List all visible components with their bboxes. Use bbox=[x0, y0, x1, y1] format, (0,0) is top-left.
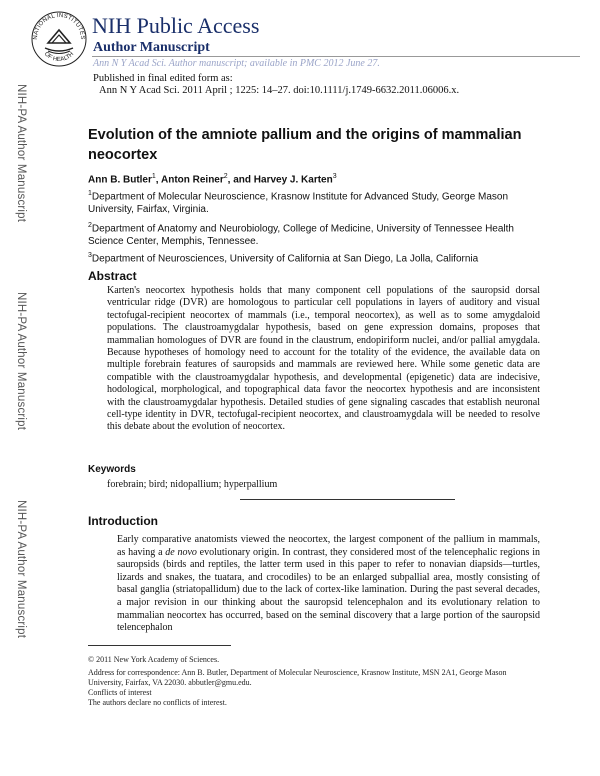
author-list bbox=[88, 173, 337, 185]
sidebar-label-manuscript: NIH-PA Author Manuscript bbox=[15, 500, 27, 639]
affiliation-text: Department of Anatomy and Neurobiology, College of Medicine, University of Tennessee Health Science Center, Memphis, Tennessee. bbox=[88, 223, 514, 248]
author-name: Ann B. Butler bbox=[88, 174, 152, 186]
header-title: NIH Public Access bbox=[92, 13, 260, 38]
publication-citation: Ann N Y Acad Sci. 2011 April ; 1225: 14–27. doi:10.1111/j.1749-6632.2011.06006.x. bbox=[99, 85, 460, 96]
introduction-text bbox=[117, 534, 540, 635]
footnote-divider bbox=[88, 645, 231, 646]
intro-text-part: evolutionary origin. In contrast, they considered most of the telencephalic regions in sauropsids (birds and reptiles, the latter term used in this paper to refer to nonavian diapsids—turtles, lizards and snakes, the tuatara, and crocodiles) to be an enlarged subpallial area, mostly consisting of basal ganglia (striatopallidum) due to the lack of cortex-like lamination. During the past several decades, a major revision in our thinking about the sauropsid telencephalon and its evolutionary relation to mammalian neocortex has occurred, based on the seminal discovery that a large portion of the sauropsid telencephalon bbox=[117, 546, 540, 634]
affiliation bbox=[88, 219, 533, 248]
logo-text-top: NATIONAL INSTITUTES bbox=[32, 12, 86, 40]
affiliation-text: Department of Neurosciences, University of California at San Diego, La Jolla, California bbox=[91, 253, 479, 265]
correspondence-note: Address for correspondence: Ann B. Butler, Department of Molecular Neuroscience, Krasnow Institute, MSN 2A1, George Mason University, Fairfax, VA 22030. abbutler@gmu.edu. bbox=[88, 668, 507, 687]
author-name: Anton Reiner bbox=[160, 174, 224, 186]
affiliation bbox=[88, 249, 533, 265]
affiliation-text: Department of Molecular Neuroscience, Krasnow Institute for Advanced Study, George Mason University, Fairfax, Virginia. bbox=[88, 191, 509, 216]
header-divider bbox=[92, 56, 580, 57]
author-superscript: 1 bbox=[151, 173, 156, 180]
publication-label: Published in final edited form as: bbox=[93, 73, 233, 84]
nih-seal-logo bbox=[30, 10, 88, 68]
author-name: Harvey J. Karten bbox=[253, 174, 333, 186]
author-superscript: 2 bbox=[223, 173, 228, 180]
keywords-text: forebrain; bird; nidopallium; hyperpallium bbox=[107, 479, 278, 490]
affiliation-superscript: 2 bbox=[88, 222, 92, 229]
author-separator: , and bbox=[227, 174, 254, 186]
abstract-heading: Abstract bbox=[88, 269, 137, 283]
header-subtitle: Author Manuscript bbox=[93, 40, 210, 55]
affiliation bbox=[88, 187, 533, 216]
author-superscript: 3 bbox=[332, 173, 337, 180]
availability-note: Ann N Y Acad Sci. Author manuscript; available in PMC 2012 June 27. bbox=[93, 58, 380, 69]
keywords-heading: Keywords bbox=[88, 464, 136, 475]
sidebar-label-manuscript: NIH-PA Author Manuscript bbox=[15, 292, 27, 431]
copyright-note: © 2011 New York Academy of Sciences. bbox=[88, 655, 220, 664]
logo-text-bottom: OF HEALTH bbox=[42, 51, 76, 64]
conflicts-text: The authors declare no conflicts of interest. bbox=[88, 698, 227, 707]
footnotes bbox=[88, 655, 540, 708]
keywords-divider bbox=[240, 499, 455, 500]
intro-text-part: Early comparative anatomists viewed the neocortex, the largest component of the pallium in mammals, as having a bbox=[117, 534, 540, 558]
intro-italic-term: de novo bbox=[165, 546, 197, 558]
abstract-text: Karten's neocortex hypothesis holds that many component cell populations of the sauropsid dorsal ventricular ridge (DVR) are homologous to particular cell populations in layers of auditory and visual tectofugal-recipient neocortex of mammals (i.e., temporal neocortex), as well as to some amygdaloid populations. The claustroamygdalar hypothesis, based on gene expression domains, proposes that mammalian homologues of DVR are found in the claustrum, endopiriform nuclei, and/or pallial amygdala. Because hypotheses of homology need to account for the totality of the evidence, the available data on multiple forebrain features of sauropsids and mammals are reviewed here. While some genetic data are compatible with the claustroamygdalar hypothesis, and developmental (epigenetic) data are indecisive, hodological, morphological, and topographical data favor the neocortex hypothesis and are inconsistent with the claustroamygdalar hypothesis. Detailed studies of gene signaling cascades that establish neuronal cell-type identity in DVR, tectofugal-recipient neocortex, and claustroamygdala will be needed to resolve this debate about the evolution of neocortex. bbox=[107, 285, 540, 433]
affiliation-superscript: 1 bbox=[88, 190, 92, 197]
publication-info bbox=[93, 73, 459, 97]
introduction-heading: Introduction bbox=[88, 514, 158, 528]
affiliation-superscript: 3 bbox=[88, 252, 92, 259]
author-separator: , bbox=[155, 174, 161, 186]
conflicts-heading: Conflicts of interest bbox=[88, 688, 152, 697]
article-title: Evolution of the amniote pallium and the origins of mammalian neocortex bbox=[88, 127, 522, 163]
sidebar-label-manuscript: NIH-PA Author Manuscript bbox=[15, 84, 27, 223]
